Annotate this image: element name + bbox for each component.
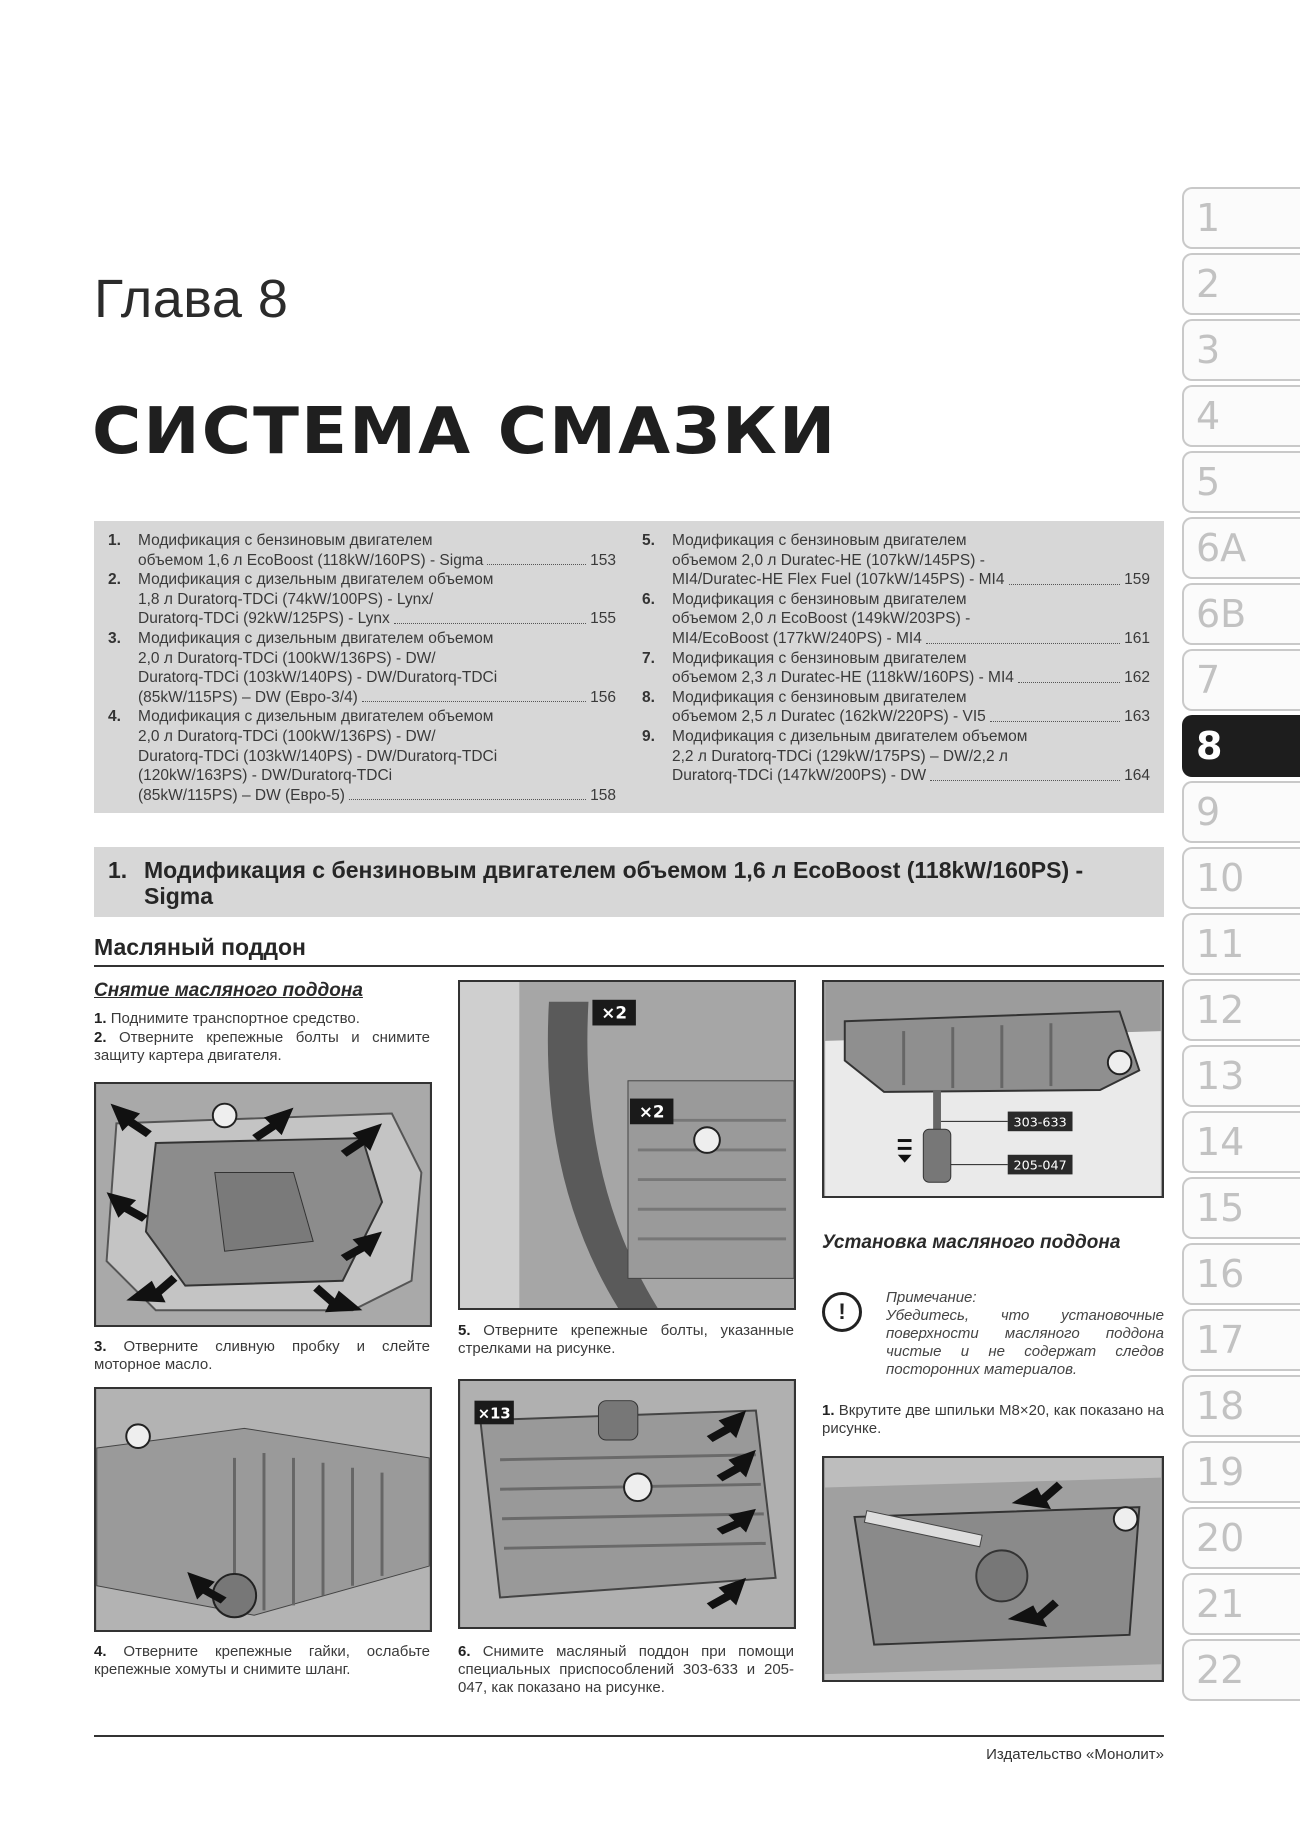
table-of-contents: [94, 521, 1164, 813]
chapter-tab-14[interactable]: 14: [1182, 1111, 1300, 1173]
toc-item: [642, 688, 1150, 727]
figure-pan-bolts: [458, 980, 796, 1310]
step-6: 6. Снимите масляный поддон при помощи специальных приспособлений 303-633 и 205-047, как показано на рисунке.: [458, 1643, 794, 1696]
toc-item-text: Модификация с дизельным двигателем объемом: [138, 629, 494, 647]
figure-pan-removal-tools-drawing: [824, 982, 1162, 1196]
fig-badge-x2-top: ×2: [601, 1002, 628, 1023]
figure-skid-plate-drawing: [96, 1084, 430, 1325]
chapter-tabs: [1182, 187, 1300, 1705]
toc-item-page: 155: [590, 610, 616, 628]
chapter-tab-16[interactable]: 16: [1182, 1243, 1300, 1305]
footer-rule: [94, 1735, 1164, 1737]
chapter-tab-7[interactable]: 7: [1182, 649, 1300, 711]
section-number: 1.: [108, 857, 128, 883]
chapter-tab-17[interactable]: 17: [1182, 1309, 1300, 1371]
chapter-tab-13[interactable]: 13: [1182, 1045, 1300, 1107]
toc-item-text: Duratorq-TDCi (147kW/200PS) - DW: [672, 767, 927, 785]
toc-item-text: Модификация с бензиновым двигателем: [672, 649, 967, 667]
figure-drain-plug-drawing: [96, 1389, 430, 1630]
toc-item-text: объемом 1,6 л EcoBoost (118kW/160PS) - Sigma: [138, 551, 484, 569]
note-icon: !: [822, 1292, 862, 1332]
toc-item-text: Модификация с дизельным двигателем объемом: [672, 727, 1028, 745]
toc-item-text: (120kW/163PS) - DW/Duratorq-TDCi: [138, 767, 393, 785]
chapter-tab-8[interactable]: 8: [1182, 715, 1300, 777]
chapter-tab-1[interactable]: 1: [1182, 187, 1300, 249]
figure-drain-plug: [94, 1387, 432, 1632]
step-1: 1. Поднимите транспортное средство.: [94, 1010, 360, 1027]
toc-item-page: 153: [590, 551, 616, 569]
toc-item-text: (85kW/115PS) – DW (Евро-5): [138, 786, 345, 804]
chapter-tab-19[interactable]: 19: [1182, 1441, 1300, 1503]
toc-item: [642, 727, 1150, 786]
toc-item-page: 162: [1124, 669, 1150, 687]
toc-item-text: Модификация с дизельным двигателем объемом: [138, 571, 494, 589]
chapter-tab-20[interactable]: 20: [1182, 1507, 1300, 1569]
chapter-tab-4[interactable]: 4: [1182, 385, 1300, 447]
chapter-tab-6a[interactable]: 6A: [1182, 517, 1300, 579]
figure-pan-removal-tools: [822, 980, 1164, 1198]
step-5: 5. Отверните крепежные болты, указанные стрелками на рисунке.: [458, 1322, 794, 1357]
toc-item: [108, 629, 616, 707]
toc-item-text: Duratorq-TDCi (103kW/140PS) - DW/Duratorq-TDCi: [138, 747, 498, 765]
section-title: Модификация с бензиновым двигателем объемом 1,6 л EcoBoost (118kW/160PS) - Sigma: [144, 857, 1084, 909]
toc-item-text: Модификация с дизельным двигателем объемом: [138, 708, 494, 726]
toc-item-text: объемом 2,5 л Duratec (162kW/220PS) - VI5: [672, 708, 986, 726]
toc-item-page: 158: [590, 786, 616, 804]
toc-item-text: 2,2 л Duratorq-TDCi (129kW/175PS) – DW/2,2 л: [672, 747, 1008, 765]
toc-item-text: Duratorq-TDCi (92kW/125PS) - Lynx: [138, 610, 390, 628]
step-4: 4. Отверните крепежные гайки, ослабьте крепежные хомуты и снимите шланг.: [94, 1643, 431, 1678]
chapter-tab-9[interactable]: 9: [1182, 781, 1300, 843]
toc-item-text: Модификация с бензиновым двигателем: [138, 532, 433, 549]
fig-tool-label-303-633: 303-633: [1013, 1115, 1067, 1131]
chapter-tab-5[interactable]: 5: [1182, 451, 1300, 513]
toc-item-text: (85kW/115PS) – DW (Евро-3/4): [138, 688, 358, 706]
toc-item: [108, 570, 616, 629]
toc-item-number: 8.: [642, 688, 655, 706]
toc-item-number: 1.: [108, 532, 121, 549]
toc-item-number: 7.: [642, 649, 655, 667]
figure-pan-x13: [458, 1379, 796, 1629]
toc-item-number: 5.: [642, 532, 655, 549]
install-step-1: 1. Вкрутите две шпильки M8×20, как показано на рисунке.: [822, 1402, 1165, 1437]
toc-item-text: объемом 2,0 л EcoBoost (149kW/203PS) -: [672, 610, 971, 628]
chapter-tab-18[interactable]: 18: [1182, 1375, 1300, 1437]
toc-item-text: 1,8 л Duratorq-TDCi (74kW/100PS) - Lynx/: [138, 590, 434, 608]
chapter-tab-15[interactable]: 15: [1182, 1177, 1300, 1239]
chapter-tab-10[interactable]: 10: [1182, 847, 1300, 909]
chapter-tab-21[interactable]: 21: [1182, 1573, 1300, 1635]
note-text: Убедитесь, что установочные поверхности масляного поддона чистые и не содержат следов посторонних материалов.: [886, 1307, 1164, 1378]
chapter-title: СИСТЕМА СМАЗКИ: [92, 395, 838, 469]
removal-title: Снятие масляного поддона: [94, 980, 363, 1001]
toc-item-text: MI4/EcoBoost (177kW/240PS) - MI4: [672, 629, 922, 647]
toc-item-number: 2.: [108, 571, 121, 589]
chapter-tab-6b[interactable]: 6B: [1182, 583, 1300, 645]
toc-item-page: 156: [590, 688, 616, 706]
chapter-tab-11[interactable]: 11: [1182, 913, 1300, 975]
note-head: Примечание:: [886, 1289, 977, 1306]
toc-item-number: 6.: [642, 590, 655, 608]
toc-item: [108, 531, 616, 570]
chapter-label: Глава 8: [94, 269, 289, 329]
toc-item-number: 4.: [108, 708, 121, 726]
toc-item: [642, 590, 1150, 649]
toc-item-text: MI4/Duratec-HE Flex Fuel (107kW/145PS) - MI4: [672, 571, 1005, 589]
toc-item-page: 164: [1124, 767, 1150, 785]
toc-item-page: 161: [1124, 629, 1150, 647]
figure-pan-bolts-drawing: [460, 982, 794, 1308]
toc-left-column: [108, 531, 616, 813]
chapter-tab-2[interactable]: 2: [1182, 253, 1300, 315]
step-3: 3. Отверните сливную пробку и слейте моторное масло.: [94, 1338, 431, 1373]
toc-item-text: объемом 2,3 л Duratec-HE (118kW/160PS) - MI4: [672, 669, 1014, 687]
fig-tool-label-205-047: 205-047: [1013, 1158, 1067, 1174]
subsection-title: Масляный поддон: [94, 934, 1164, 967]
toc-item-text: объемом 2,0 л Duratec-HE (107kW/145PS) -: [672, 551, 985, 569]
fig-badge-x2-bottom: ×2: [638, 1101, 665, 1122]
figure-studs-drawing: [824, 1458, 1162, 1680]
fig-badge-x13: ×13: [477, 1405, 511, 1423]
toc-item-text: Duratorq-TDCi (103kW/140PS) - DW/Duratorq-TDCi: [138, 669, 498, 687]
figure-studs: [822, 1456, 1164, 1682]
toc-item-text: Модификация с бензиновым двигателем: [672, 688, 967, 706]
chapter-tab-3[interactable]: 3: [1182, 319, 1300, 381]
toc-item-page: 163: [1124, 708, 1150, 726]
step-2: 2. Отверните крепежные болты и снимите защиту картера двигателя.: [94, 1029, 430, 1064]
toc-right-column: [642, 531, 1150, 813]
section-header: [94, 847, 1164, 917]
toc-item-text: 2,0 л Duratorq-TDCi (100kW/136PS) - DW/: [138, 727, 436, 745]
toc-item-page: 159: [1124, 571, 1150, 589]
toc-item: [108, 707, 616, 805]
toc-item-number: 3.: [108, 629, 121, 647]
note: [822, 1289, 1164, 1379]
toc-item-text: Модификация с бензиновым двигателем: [672, 532, 967, 549]
chapter-tab-22[interactable]: 22: [1182, 1639, 1300, 1701]
chapter-tab-12[interactable]: 12: [1182, 979, 1300, 1041]
install-title: Установка масляного поддона: [822, 1232, 1121, 1253]
toc-item: [642, 649, 1150, 688]
toc-item-text: Модификация с бензиновым двигателем: [672, 590, 967, 608]
toc-item: [642, 531, 1150, 590]
footer-publisher: Издательство «Монолит»: [986, 1746, 1164, 1763]
figure-pan-x13-drawing: [460, 1381, 794, 1627]
toc-item-number: 9.: [642, 727, 655, 745]
toc-item-text: 2,0 л Duratorq-TDCi (100kW/136PS) - DW/: [138, 649, 436, 667]
figure-skid-plate: [94, 1082, 432, 1327]
